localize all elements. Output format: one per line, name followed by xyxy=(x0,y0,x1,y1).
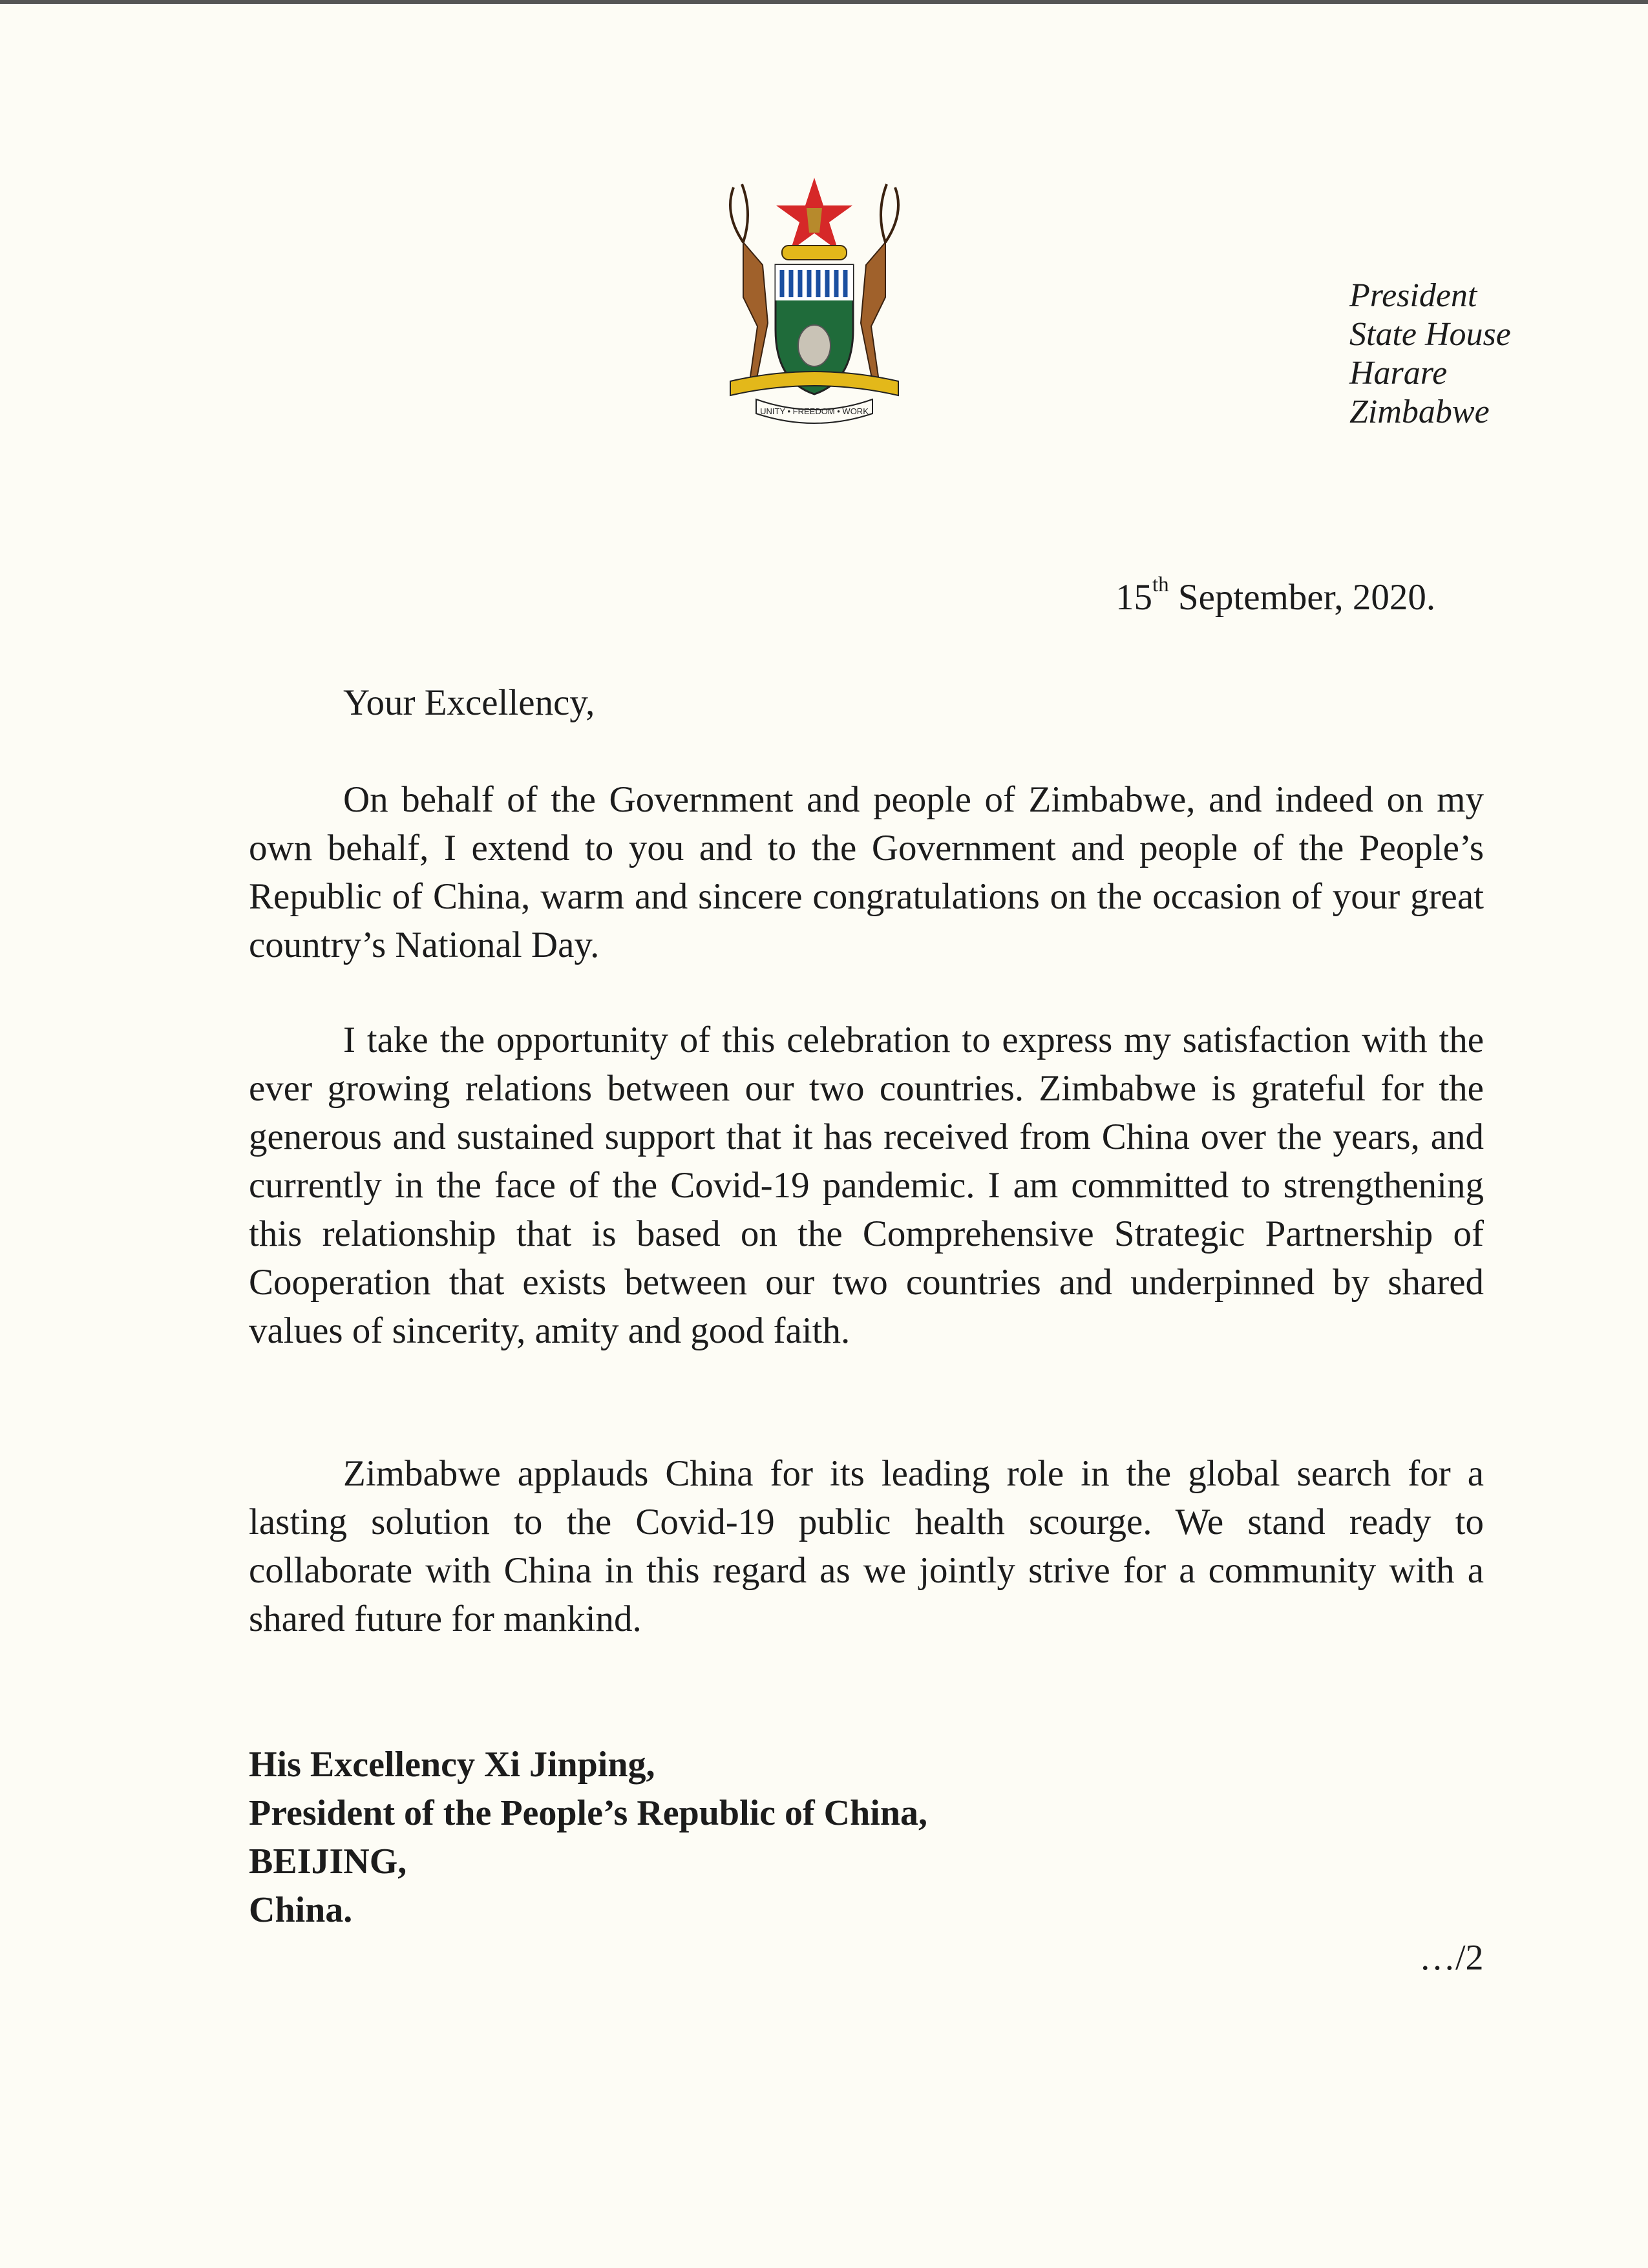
body-paragraph-3: Zimbabwe applauds China for its leading role in the global search for a lasting solution to the Covid-19 public health scourge. We stand ready to collaborate with China in this regard as we jointly strive for a community with a shared future for mankind. xyxy=(249,1453,1484,1639)
coat-of-arms xyxy=(704,168,924,426)
coat-of-arms-motto: UNITY • FREEDOM • WORK xyxy=(760,406,869,416)
page-continuation-marker: …/2 xyxy=(1419,1938,1484,1978)
recipient-line: His Excellency Xi Jinping, xyxy=(249,1745,655,1785)
body-paragraph-1: On behalf of the Government and people of Zimbabwe, and indeed on my own behalf, I extend to you and to the Government and people of the People’s Republic of China, warm and sincere congratulations on the occasion of your great country’s National Day. xyxy=(249,779,1484,965)
date-suffix: th xyxy=(1152,573,1169,596)
sender-address xyxy=(1349,277,1511,432)
recipient-block xyxy=(249,1741,927,1935)
zimbabwe-coat-of-arms-icon xyxy=(704,168,924,426)
recipient-line: BEIJING, xyxy=(249,1842,407,1882)
address-line: State House xyxy=(1349,316,1511,353)
address-line: Harare xyxy=(1349,355,1448,392)
address-line: President xyxy=(1349,277,1477,314)
salutation: Your Excellency, xyxy=(343,682,595,723)
address-line: Zimbabwe xyxy=(1349,394,1490,430)
letter-date xyxy=(1115,573,1436,618)
recipient-line: China. xyxy=(249,1890,353,1930)
date-rest: September, 2020. xyxy=(1168,577,1436,618)
date-day: 15 xyxy=(1115,577,1152,618)
body-paragraph-2: I take the opportunity of this celebration to express my satisfaction with the ever growing relations between our two countries. Zimbabwe is grateful for the generous and sustained support that it has received from China over the years, and currently in the face of the Covid-19 pandemic. I am committed to strengthening this relationship that is based on the Comprehensive Strategic Partnership of Cooperation that exists between our two countries and underpinned by shared values of sincerity, amity and good faith. xyxy=(249,1020,1484,1351)
page-top-border xyxy=(0,0,1648,4)
recipient-line: President of the People’s Republic of China, xyxy=(249,1793,927,1833)
